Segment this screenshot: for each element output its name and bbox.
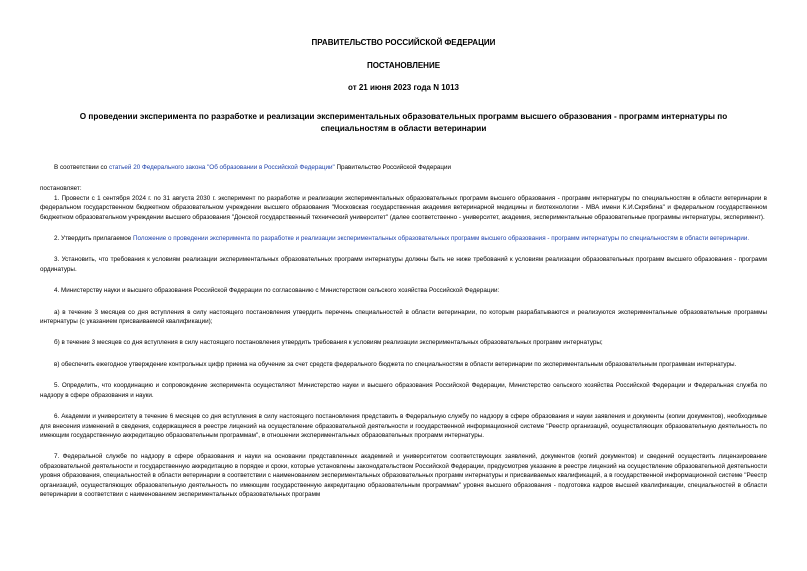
paragraph-2-prefix: 2. Утвердить прилагаемое [54, 235, 133, 243]
preamble [40, 163, 767, 172]
law-article-link[interactable]: статьей 20 Федерального закона "Об образовании в Российской Федерации" [108, 164, 335, 171]
issuing-authority: ПРАВИТЕЛЬСТВО РОССИЙСКОЙ ФЕДЕРАЦИИ [311, 38, 496, 47]
paragraph-2 [40, 234, 767, 243]
paragraph-7: 7. Федеральной службе по надзору в сфере образования и науки на основании представленных академией и университетом соответствующих заявлений, документов (копий документов) и сведений осуществить лицензирование образовательной деятельности и государственную аккредитацию в порядке и сроки, которые установлены законодательством Российской Федерации, предусмотрев указание в реестре лицензий на осуществление образовательной деятельности уровня образования, специальностей в области ветеринарии в соответствии с наименованием экспериментальных образовательных программ интернатуры и присваиваемых квалификаций, а в государственной информационной системе "Реестр организаций, осуществляющих образовательную деятельность по имеющим государственную аккредитацию образовательным программам" уровня высшего образования - подготовка кадров высшей квалификации, специальностей в области ветеринарии в соответствии с наименованием экспериментальных образовательных программ [40, 453, 767, 498]
document-body [40, 163, 767, 499]
document-title: О проведении эксперимента по разработке и реализации экспериментальных образовательных программ высшего образования - программ интернатуры по специальностям в области ветеринарии [79, 112, 728, 133]
paragraph-2-suffix: . [747, 235, 750, 243]
document-date-number: от 21 июня 2023 года N 1013 [348, 83, 459, 92]
paragraph-6: 6. Академии и университету в течение 6 месяцев со дня вступления в силу настоящего постановления представить в Федеральную службу по надзору в сфере образования и науки заявления и документы (копии документов), необходимые для внесения изменений в сведения, содержащиеся в реестре лицензий на осуществление образовательной деятельности и государственной информационной системе "Реестр организаций, осуществляющих образовательную деятельность по имеющим государственную аккредитацию образовательным программам", в отношении экспериментальных образовательных программ интернатуры. [40, 413, 767, 439]
paragraph-4c: в) обеспечить ежегодное утверждение контрольных цифр приема на обучение за счет средств федерального бюджета по специальностям в области ветеринарии по экспериментальным образовательным программам интернатуры. [54, 360, 737, 368]
paragraph-5: 5. Определить, что координацию и сопровождение эксперимента осуществляют Министерство науки и высшего образования Российской Федерации, Министерство сельского хозяйства Российской Федерации и Федеральная служба по надзору в сфере образования и науки. [40, 382, 767, 399]
paragraph-3: 3. Установить, что требования к условиям реализации экспериментальных образовательных программ интернатуры должны быть не ниже требований к условиям реализации образовательных программ высшего образования - программ ординатуры. [40, 256, 767, 273]
paragraph-1: 1. Провести с 1 сентября 2024 г. по 31 августа 2030 г. эксперимент по разработке и реализации экспериментальных образовательных программ высшего образования - программ интернатуры по специальностям в области ветеринарии в федеральном государственном бюджетном образовательном учреждении высшего образования "Московская государственная академия ветеринарной медицины и биотехнологии - МВА имени К.И.Скрябина" и федеральном государственном бюджетном образовательном учреждении высшего образования "Донской государственный технический университет" (далее соответственно - университет, академия, экспериментальные образовательные программы интернатуры, эксперимент). [40, 194, 767, 221]
paragraph-4b: б) в течение 3 месяцев со дня вступления в силу настоящего постановления утвердить требования к условиям реализации экспериментальных образовательных программ интернатуры; [54, 339, 603, 347]
document-kind: ПОСТАНОВЛЕНИЕ [366, 61, 441, 70]
decree-word: постановляет: [40, 185, 82, 193]
paragraph-4a: а) в течение 3 месяцев со дня вступления в силу настоящего постановления утвердить перечень специальностей в области ветеринарии, по которым разрабатываются и реализуются экспериментальные образовательные программы интернатуры (с указанием присваиваемой квалификации); [40, 308, 767, 326]
regulation-link[interactable]: Положение о проведении эксперимента по разработке и реализации экспериментальных образовательных программ высшего образования - программ интернатуры по специальностям в области ветеринарии [132, 235, 748, 243]
preamble-prefix: В соответствии со [54, 164, 109, 171]
paragraph-4: 4. Министерству науки и высшего образования Российской Федерации по согласованию с Министерством сельского хозяйства Российской Федерации: [54, 287, 500, 295]
preamble-suffix: Правительство Российской Федерации [334, 164, 451, 171]
